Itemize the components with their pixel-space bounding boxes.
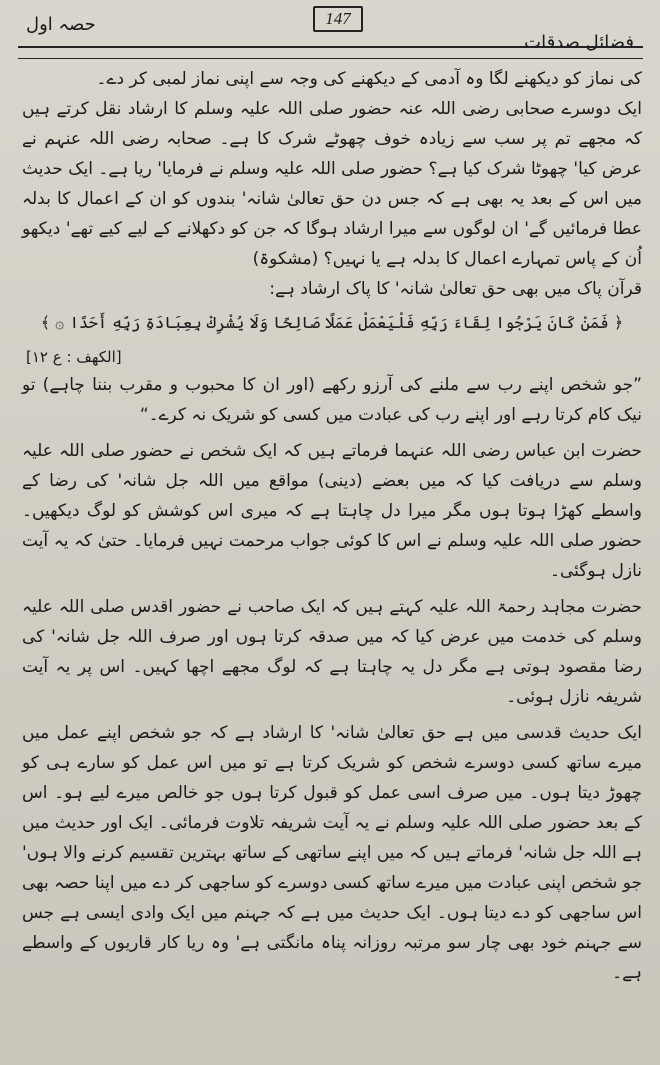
- part-label: حصہ اول: [26, 14, 96, 35]
- page-body: [22, 64, 642, 988]
- text-line: کی نماز کو دیکھنے لگا وہ آدمی کے دیکھنے کی وجہ سے اپنی نماز لمبی کر دے۔: [96, 69, 642, 89]
- page-number: 147: [313, 6, 363, 32]
- quran-intro: قرآن پاک میں بھی حق تعالیٰ شانہ' کا پاک ارشاد ہے:: [269, 279, 642, 299]
- paragraph-mujahid: حضرت مجاہد رحمۃ اللہ علیہ کہتے ہیں کہ ایک صاحب نے حضور اقدس صلی اللہ علیہ وسلم کی خدمت میں عرض کیا کہ میں صدقہ کرتا ہوں اور صرف اللہ جل شانہ' کی رضا مقصود ہوتی ہے مگر دل یہ چاہتا ہے کہ لوگ مجھے اچھا کہیں۔ اس پر یہ آیت شریفہ نازل ہوئی۔: [22, 597, 642, 707]
- header-rule: [18, 46, 643, 48]
- header-rule-thin: [18, 58, 643, 59]
- surah-reference: [الکھف : ع ۱۲]: [26, 348, 122, 366]
- paragraph-hadith-qudsi: ایک حدیث قدسی میں ہے حق تعالیٰ شانہ' کا ارشاد ہے کہ جو شخص اپنے عمل میں میرے ساتھ کسی دوسرے شخص کو شریک کرتا ہے تو میں اس عمل کو سارے ہی کو چھوڑ دیتا ہوں۔ میں صرف اسی عمل کو قبول کرتا ہوں جو خالص میرے لیے ہو۔ اس کے بعد حضور صلی اللہ علیہ وسلم نے یہ آیت شریفہ تلاوت فرمائی۔ ایک اور حدیث میں ہے اللہ جل شانہ' فرماتے ہیں کہ میں اپنے ساتھی کے ساتھ بہترین تقسیم کرنے والا ہوں' جو شخص اپنی عبادت میں میرے ساتھ کسی دوسرے کو ساجھی کر دے میں اپنا حصہ بھی اس ساجھی کو دے دیتا ہوں۔ ایک حدیث میں ہے کہ جہنم میں ایک وادی ایسی ہے جس سے جہنم خود بھی چار سو مرتبہ روزانہ پناہ مانگتی ہے' وہ ریا کار قاریوں کے واسطے ہے۔: [22, 723, 642, 983]
- hadith-paragraph: ایک دوسرے صحابی رضی اللہ عنہ حضور صلی اللہ علیہ وسلم کا ارشاد نقل کرتے ہیں کہ مجھے تم پر سب سے زیادہ خوف چھوٹے شرک کا ہے۔ صحابہ رضی اللہ عنہم نے عرض کیا' چھوٹا شرک کیا ہے؟ حضور صلی اللہ علیہ وسلم نے فرمایا' ریا ہے۔ ایک حدیث میں اس کے بعد یہ بھی ہے کہ جس دن حق تعالیٰ شانہ' بندوں کو ان کے اعمال کا بدلہ عطا فرمائیں گے' ان لوگوں سے میرا ارشاد ہوگا کہ جن کو دکھلانے کے لیے کیے تھے' دیکھو اُن کے پاس تمہارے اعمال کا بدلہ ہے یا نہیں؟ (مشکوۃ): [22, 99, 642, 269]
- book-title: فضائل صدقات: [524, 32, 634, 53]
- quran-verse: ﴿ فَمَنْ كَانَ يَرْجُوا لِقَاءَ رَبِّهِ فَلْيَعْمَلْ عَمَلًا صَالِحًا وَلَا يُشْرِكْ بِعِبَادَةِ رَبِّهِ أَحَدًا ۞ ﴾: [40, 313, 624, 332]
- paragraph-ibn-abbas: حضرت ابن عباس رضی اللہ عنہما فرماتے ہیں کہ ایک شخص نے حضور صلی اللہ علیہ وسلم سے دریافت کیا کہ میں بعضے (دینی) مواقع میں اللہ جل شانہ' کی رضا کے واسطے کھڑا ہوتا ہوں مگر میرا دل چاہتا ہے کہ میری اس کوشش کو لوگ دیکھیں۔ حضور صلی اللہ علیہ وسلم نے اس کا کوئی جواب مرحمت نہیں فرمایا۔ حتیٰ کہ یہ آیت نازل ہوگئی۔: [22, 441, 642, 581]
- reference-row: [22, 338, 642, 370]
- page-header: [0, 0, 660, 60]
- verse-translation: ”جو شخص اپنے رب سے ملنے کی آرزو رکھے (اور ان کا محبوب و مقرب بننا چاہے) تو نیک کام کرتا رہے اور اپنے رب کی عبادت میں کسی کو شریک نہ کرے۔“: [22, 375, 642, 425]
